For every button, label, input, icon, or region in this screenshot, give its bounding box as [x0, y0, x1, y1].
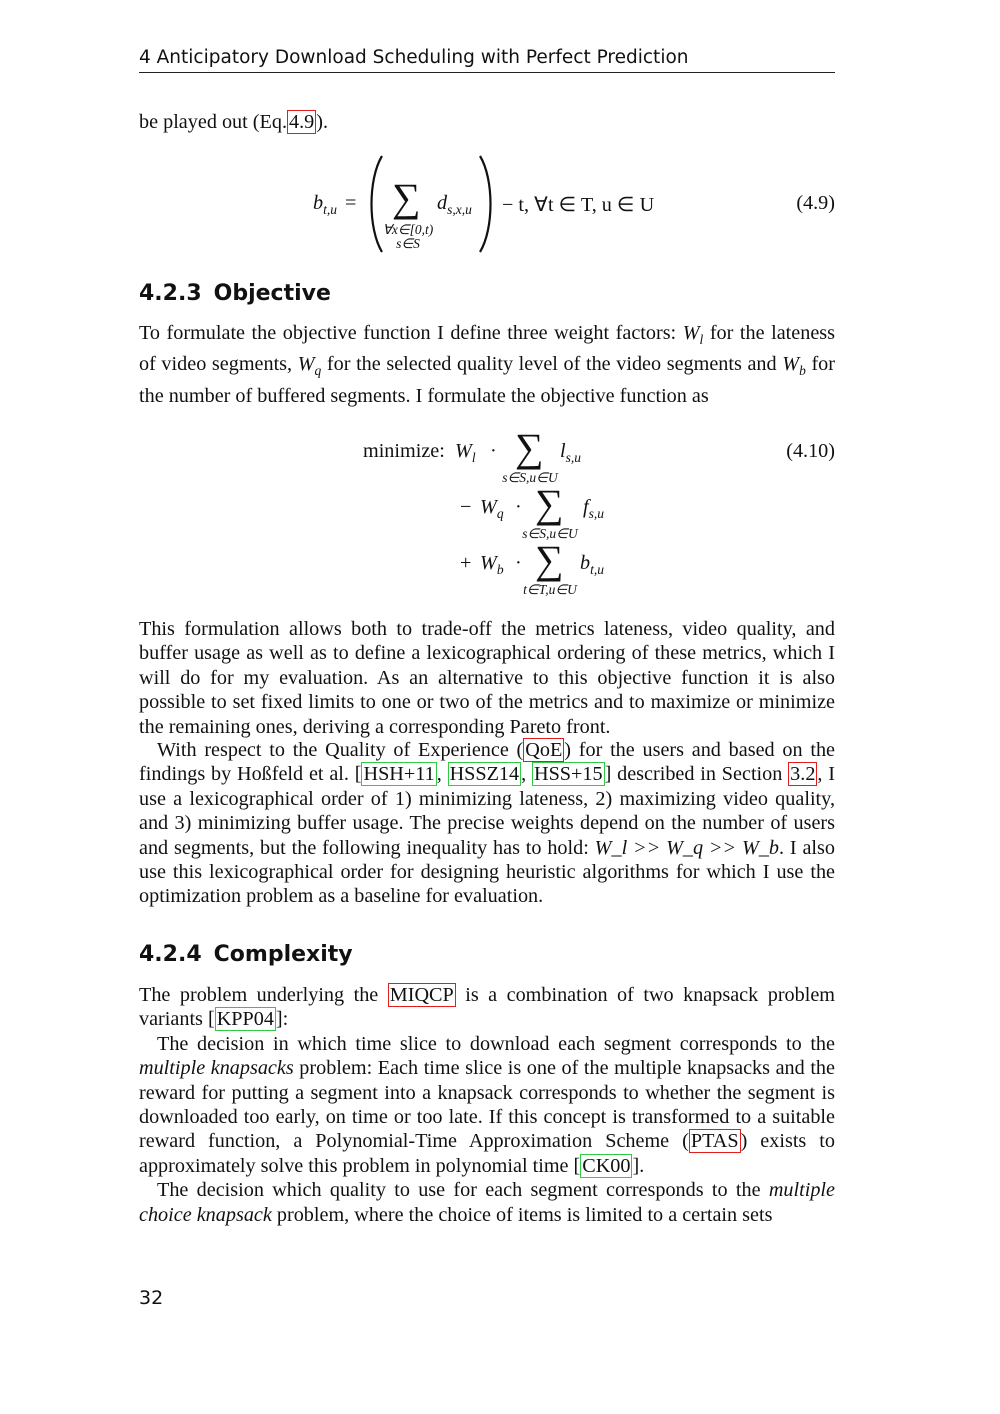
citation-link[interactable]: CK00: [582, 1154, 631, 1177]
citation-link[interactable]: HSH+11: [363, 763, 435, 786]
intro-line: be played out (Eq.4.9).: [139, 111, 329, 133]
acronym-link-qoe[interactable]: QoE: [525, 739, 563, 761]
sum-subscript-line1: ∀x∈[0,t): [382, 222, 434, 237]
weight-inequality: W_l >> W_q >> W_b: [594, 836, 780, 859]
citation-link[interactable]: HSS+15: [533, 763, 603, 786]
sum-symbol-row1: ∑: [515, 425, 544, 470]
citation-link[interactable]: KPP04: [216, 1008, 274, 1031]
objective-paragraph: To formulate the objective function I define three weight factors: $W_l$ for the lateness of video segments, $W_q$ for the selected quality level of the video segments and $W_b$ for the number of buffered segments. I formulate the objective function as: [139, 322, 835, 407]
equation-4-9: $b_{t,u}$ = ∑ ∀x∈[0,t) s∈S $d_{s,x,u}$ − t, ∀t ∈ T, u ∈ U: [0, 150, 1000, 260]
sum-symbol-row3: ∑: [535, 537, 564, 582]
equation-number-4-9: (4.9): [796, 192, 835, 214]
sum-symbol-row2: ∑: [535, 481, 564, 526]
qoe-paragraph: With respect to the Quality of Experience (QoE) for the users and based on the findings by Hoßfeld et al. [HSH+11, HSSZ14, HSS+15] described in Section 3.2, I use a lexicographical order of 1) minimizing lateness, 2) maximizing video quality, and 3) minimizing buffer usage. The precise weights depend on the number of users and segments, but the following inequality has to hold: W_l >> W_q >> W_b. I also use this lexicographical order for designing heuristic algorithms for which I use the optimization problem as a baseline for evaluation.: [139, 739, 835, 908]
acronym-link-ptas[interactable]: PTAS: [690, 1130, 739, 1153]
sum-symbol: ∑: [392, 175, 421, 220]
right-paren: [478, 154, 496, 254]
section-ref-link[interactable]: 3.2: [790, 763, 816, 786]
running-header: 4 Anticipatory Download Scheduling with Perfect Prediction: [139, 44, 835, 73]
page-number: 32: [139, 1287, 164, 1309]
citation-link[interactable]: HSSZ14: [449, 763, 520, 786]
complexity-paragraphs: The problem underlying the MIQCP is a combination of two knapsack problem variants [KPP04]: The decision in which time slice to download each segment corresponds to the multiple knapsacks problem: Each time slice is one of the multiple knapsacks and the reward for putting a segment into a knapsack corresponds to whether the segment is downloaded too early, on time or too late. If this concept is transformed to a suitable reward function, a Polynomial-Time Approximation Scheme (PTAS) exists to approximately solve this problem in polynomial time [CK00]. The decision which quality to use for each segment corresponds to the multiple choice knapsack problem, where the choice of items is limited to a certain sets: [139, 984, 835, 1226]
acronym-link-miqcp[interactable]: MIQCP: [389, 984, 454, 1006]
equation-4-10: minimize: $W_l$ · ∑ s∈S,u∈U $l_{s,u}$ − $W_q$ · ∑ s∈S,u∈U $f_{s,u}$ + $W_b$ · ∑ t∈T,u∈U $b_{t,u}$: [363, 425, 604, 597]
formulation-paragraph: This formulation allows both to trade-off the metrics lateness, video quality, and buffer usage as well as to define a lexicographical ordering of these metrics, which I will do for my evaluation. As an alternative to this objective function it is also possible to set fixed limits to one or two of the metrics and to maximize or minimize the remaining ones, deriving a corresponding Pareto front.: [139, 618, 835, 738]
equation-number-4-10: (4.10): [786, 440, 835, 462]
equation-ref-link[interactable]: 4.9: [289, 111, 315, 133]
sum-subscript-line2: s∈S: [396, 236, 420, 251]
section-heading-4-2-4: 4.2.4 Complexity: [139, 942, 353, 967]
section-heading-4-2-3: 4.2.3 Objective: [139, 281, 331, 306]
